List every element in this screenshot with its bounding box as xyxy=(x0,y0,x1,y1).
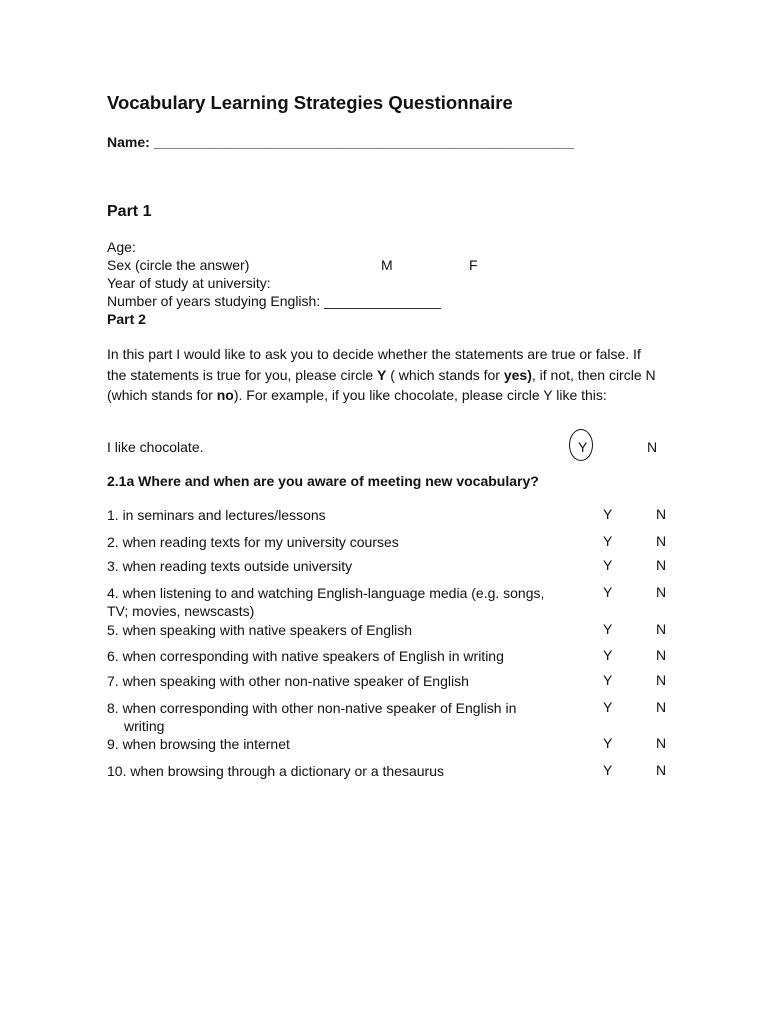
list-item xyxy=(107,584,544,620)
part1-heading: Part 1 xyxy=(107,203,152,220)
statement-text: 4. when listening to and watching English-language media (e.g. songs, xyxy=(107,585,545,601)
answer-n: N xyxy=(656,647,667,663)
intro-text-4: ). For example, if you like chocolate, please circle Y like this: xyxy=(233,387,607,403)
name-field-label: Name: ______________________________________________________ xyxy=(107,134,575,150)
answer-n: N xyxy=(656,584,667,600)
year-of-study-label: Year of study at university: xyxy=(107,275,271,291)
statement-text: 10. when browsing through a dictionary or a thesaurus xyxy=(107,763,444,779)
answer-y: Y xyxy=(603,533,613,549)
intro-yes-bold: yes) xyxy=(503,366,532,383)
example-y: Y xyxy=(578,439,588,455)
list-item xyxy=(107,699,516,735)
sex-option-m: M xyxy=(381,257,393,273)
list-item xyxy=(107,647,504,665)
intro-text-1: In this part I would like to ask you to decide whether the statements are true or false. If the statements is true for you, please circle xyxy=(107,346,641,383)
intro-text-3: , if not, then circle N (which stands for xyxy=(107,366,656,403)
answer-y: Y xyxy=(603,672,613,688)
statement-text: 6. when corresponding with native speakers of English in writing xyxy=(107,648,504,664)
answer-n: N xyxy=(656,621,667,637)
list-item xyxy=(107,762,444,780)
part2-instructions xyxy=(107,344,662,406)
statement-text-continued: TV; movies, newscasts) xyxy=(107,603,255,619)
example-n: N xyxy=(647,439,658,455)
example-statement: I like chocolate. xyxy=(107,439,204,455)
list-item xyxy=(107,735,290,753)
list-item xyxy=(107,533,399,551)
intro-no-bold: no xyxy=(216,387,234,403)
answer-y: Y xyxy=(603,699,613,715)
sex-option-f: F xyxy=(469,257,478,273)
statement-text: 3. when reading texts outside university xyxy=(107,558,353,574)
answer-y: Y xyxy=(603,584,613,600)
answer-n: N xyxy=(656,762,667,778)
statement-text: 7. when speaking with other non-native speaker of English xyxy=(107,673,469,689)
answer-n: N xyxy=(656,533,667,549)
answer-n: N xyxy=(656,672,667,688)
statement-text: 9. when browsing the internet xyxy=(107,736,290,752)
list-item xyxy=(107,621,412,639)
part2-heading: Part 2 xyxy=(107,311,146,327)
answer-n: N xyxy=(656,699,667,715)
answer-n: N xyxy=(656,557,667,573)
answer-y: Y xyxy=(603,735,613,751)
answer-n: N xyxy=(656,735,667,751)
years-english-label: Number of years studying English: _______________ xyxy=(107,293,441,309)
statement-text: 2. when reading texts for my university courses xyxy=(107,534,399,550)
statement-text: 8. when corresponding with other non-native speaker of English in xyxy=(107,700,517,716)
statement-text: 5. when speaking with native speakers of English xyxy=(107,622,413,638)
section-2-1a-heading: 2.1a Where and when are you aware of meeting new vocabulary? xyxy=(107,473,539,489)
answer-y: Y xyxy=(603,621,613,637)
statement-text: 1. in seminars and lectures/lessons xyxy=(107,507,326,523)
answer-y: Y xyxy=(603,762,613,778)
intro-text-2: ( which stands for xyxy=(386,366,504,383)
answer-y: Y xyxy=(603,647,613,663)
age-label: Age: xyxy=(107,239,136,255)
answer-y: Y xyxy=(603,506,613,522)
sex-label: Sex (circle the answer) xyxy=(107,257,250,273)
answer-y: Y xyxy=(603,557,613,573)
page-title: Vocabulary Learning Strategies Questionnaire xyxy=(107,92,513,113)
list-item xyxy=(107,672,469,690)
list-item xyxy=(107,557,352,575)
intro-y-bold: Y xyxy=(377,366,387,383)
answer-n: N xyxy=(656,506,667,522)
list-item xyxy=(107,506,326,524)
statement-text-continued: writing xyxy=(124,718,165,734)
